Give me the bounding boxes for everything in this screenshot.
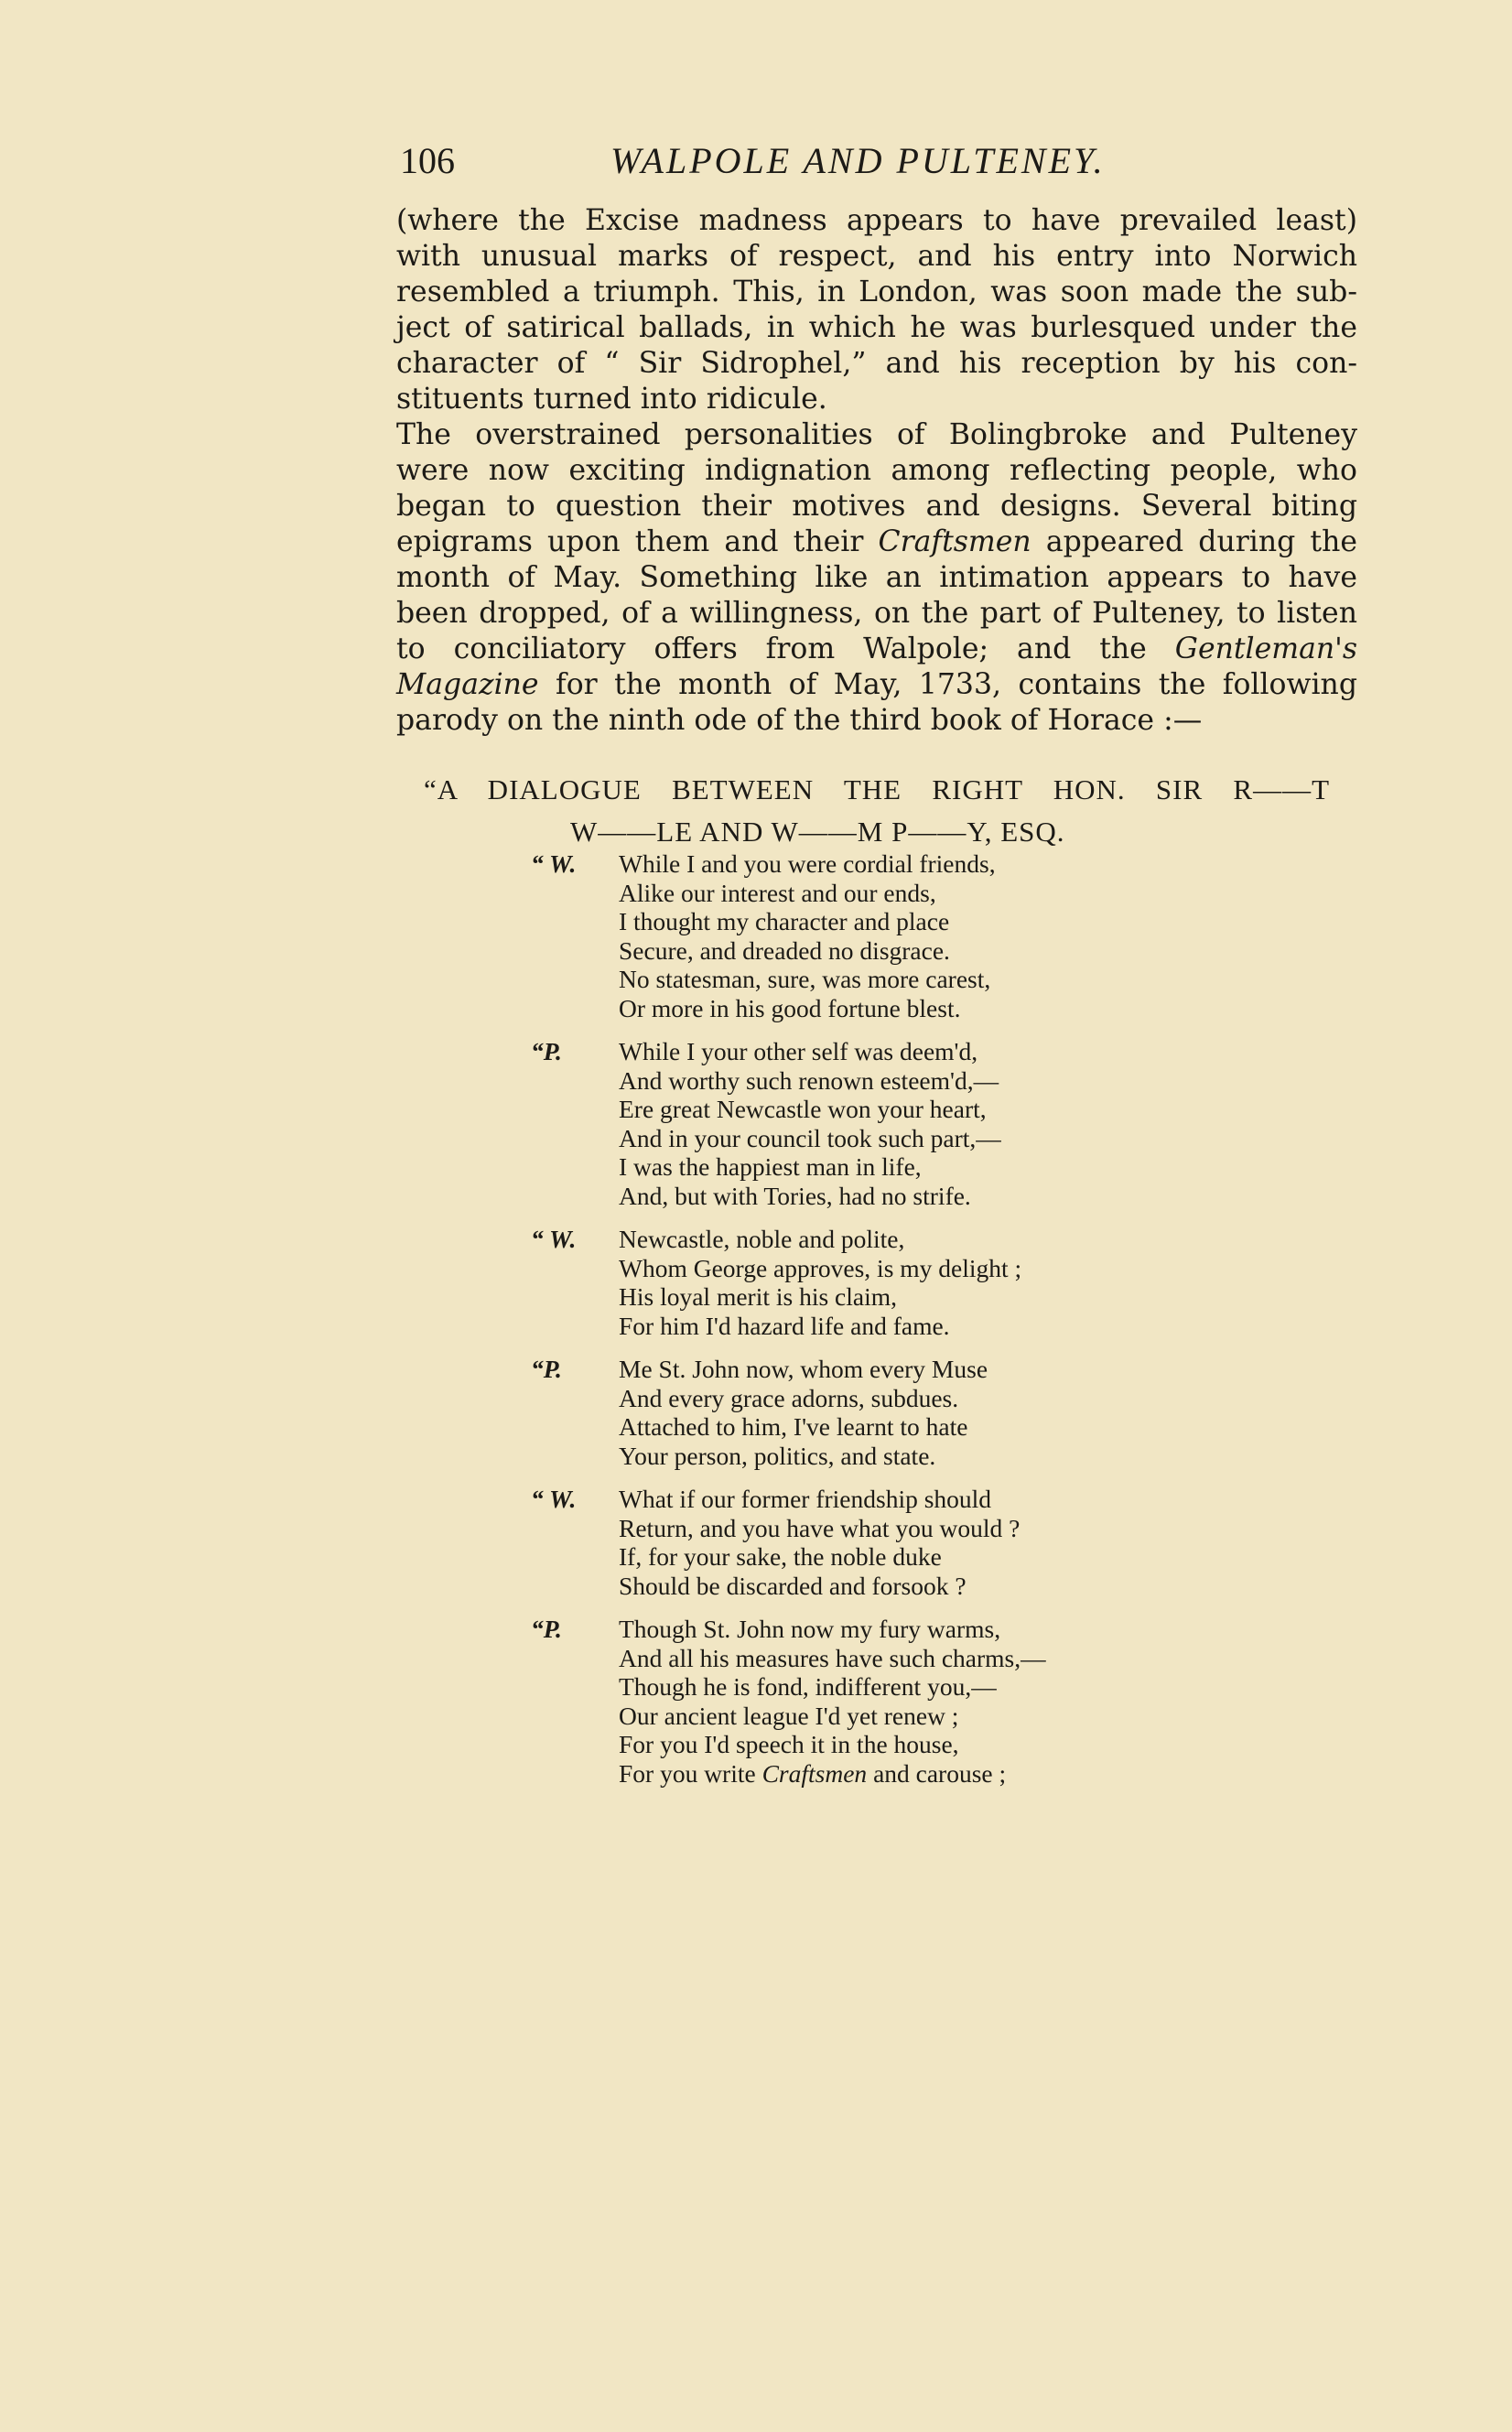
text-line: resembled a triumph. This, in London, was soon made the sub- bbox=[396, 276, 1357, 308]
stanza bbox=[531, 1355, 1226, 1470]
text-fragment: to conciliatory offers from Walpole; and the bbox=[396, 632, 1147, 665]
poem-title-line: W——LE AND W——M P——Y, ESQ. bbox=[570, 816, 1065, 848]
speaker-label: “P. bbox=[531, 1615, 562, 1643]
verse-line: And, but with Tories, had no strife. bbox=[619, 1181, 971, 1210]
verse-line: Return, and you have what you would ? bbox=[619, 1513, 1021, 1542]
text-line bbox=[396, 632, 1357, 667]
verse-line: Should be discarded and forsook ? bbox=[619, 1571, 967, 1600]
verse-line: Whom George approves, is my delight ; bbox=[619, 1253, 1022, 1282]
verse-text: While I your other self was deem'd, bbox=[619, 1037, 978, 1065]
verse-line: Our ancient league I'd yet renew ; bbox=[619, 1701, 959, 1730]
page-header bbox=[400, 139, 1187, 189]
stanza bbox=[531, 1485, 1226, 1600]
verse-text: Newcastle, noble and polite, bbox=[619, 1225, 905, 1253]
verse-line bbox=[531, 1759, 1226, 1789]
verse-line bbox=[531, 849, 1226, 879]
verse-line: His loyal merit is his claim, bbox=[619, 1282, 897, 1311]
verse-line bbox=[531, 1037, 1226, 1066]
stanza bbox=[531, 849, 1226, 1022]
verse-text: While I and you were cordial friends, bbox=[619, 849, 996, 878]
verse-line: I was the happiest man in life, bbox=[619, 1152, 922, 1181]
text-line: been dropped, of a willingness, on the part of Pulteney, to listen bbox=[396, 597, 1357, 630]
stanza bbox=[531, 1225, 1226, 1340]
text-fragment: for the month of May, 1733, contains the following bbox=[556, 668, 1358, 701]
verse-line: And all his measures have such charms,— bbox=[619, 1643, 1046, 1672]
verse-line: And every grace adorns, subdues. bbox=[619, 1383, 959, 1412]
verse-text: For you write bbox=[619, 1758, 756, 1788]
verse-text: Me St. John now, whom every Muse bbox=[619, 1355, 988, 1383]
verse-line: No statesman, sure, was more carest, bbox=[619, 965, 991, 993]
verse-line bbox=[531, 1225, 1226, 1254]
verse-line: I thought my character and place bbox=[619, 907, 950, 935]
speaker-label: “ W. bbox=[531, 1485, 577, 1513]
italic-title: Magazine bbox=[396, 668, 539, 701]
verse-line: For you I'd speech it in the house, bbox=[619, 1730, 959, 1758]
verse-line bbox=[531, 1355, 1226, 1384]
text-fragment: epigrams upon them and their bbox=[396, 525, 864, 558]
text-line bbox=[396, 524, 1357, 560]
text-line: month of May. Something like an intimation appears to have bbox=[396, 561, 1357, 594]
verse-line bbox=[531, 1615, 1226, 1644]
text-line: The overstrained personalities of Bolingbroke and Pulteney bbox=[396, 418, 1357, 451]
verse-line: If, for your sake, the noble duke bbox=[619, 1542, 942, 1571]
text-line: began to question their motives and designs. Several biting bbox=[396, 490, 1357, 523]
running-title: WALPOLE AND PULTENEY. bbox=[610, 140, 1106, 181]
verse-line: And worthy such renown esteem'd,— bbox=[619, 1065, 999, 1095]
text-line bbox=[396, 667, 1357, 703]
poem-title-line: “A DIALOGUE BETWEEN THE RIGHT HON. SIR R——T bbox=[424, 773, 1330, 805]
stanza bbox=[531, 1037, 1226, 1210]
italic-title: Craftsmen bbox=[878, 525, 1031, 558]
speaker-label: “P. bbox=[531, 1355, 562, 1383]
verse-line: Secure, and dreaded no disgrace. bbox=[619, 935, 950, 965]
text-fragment: appeared during the bbox=[1045, 525, 1358, 558]
poem-title bbox=[424, 769, 1330, 853]
speaker-label: “P. bbox=[531, 1037, 562, 1065]
text-line: ject of satirical ballads, in which he was burlesqued under the bbox=[396, 311, 1357, 344]
verse-line: For him I'd hazard life and fame. bbox=[619, 1311, 950, 1340]
verse-line bbox=[531, 1485, 1226, 1514]
verse-line: Attached to him, I've learnt to hate bbox=[619, 1412, 968, 1441]
text-line: (where the Excise madness appears to have prevailed least) bbox=[396, 204, 1357, 237]
verse-line: Your person, politics, and state. bbox=[619, 1441, 936, 1470]
verse-line: Ere great Newcastle won your heart, bbox=[619, 1095, 987, 1123]
text-line: with unusual marks of respect, and his entry into Norwich bbox=[396, 240, 1357, 273]
verse-line: Alike our interest and our ends, bbox=[619, 878, 936, 907]
verse-text: and carouse ; bbox=[873, 1758, 1007, 1788]
verse-text: What if our former friendship should bbox=[619, 1485, 992, 1513]
verse-line: Or more in his good fortune blest. bbox=[619, 993, 961, 1022]
verse-line: And in your council took such part,— bbox=[619, 1123, 1001, 1152]
stanza bbox=[531, 1615, 1226, 1788]
text-line: parody on the ninth ode of the third book of Horace :— bbox=[396, 704, 1203, 737]
speaker-label: “ W. bbox=[531, 849, 577, 878]
text-line: were now exciting indignation among reflecting people, who bbox=[396, 454, 1357, 487]
verse-text: Though St. John now my fury warms, bbox=[619, 1615, 1001, 1643]
body-text bbox=[396, 203, 1357, 739]
poem bbox=[531, 849, 1226, 1802]
verse-line: Though he is fond, indifferent you,— bbox=[619, 1672, 997, 1701]
speaker-label: “ W. bbox=[531, 1225, 577, 1253]
text-line: stituents turned into ridicule. bbox=[396, 383, 827, 416]
italic-title: Craftsmen bbox=[761, 1758, 868, 1788]
page-number: 106 bbox=[400, 140, 455, 181]
text-line: character of “ Sir Sidrophel,” and his reception by his con- bbox=[396, 347, 1357, 380]
italic-title: Gentleman's bbox=[1174, 632, 1358, 665]
